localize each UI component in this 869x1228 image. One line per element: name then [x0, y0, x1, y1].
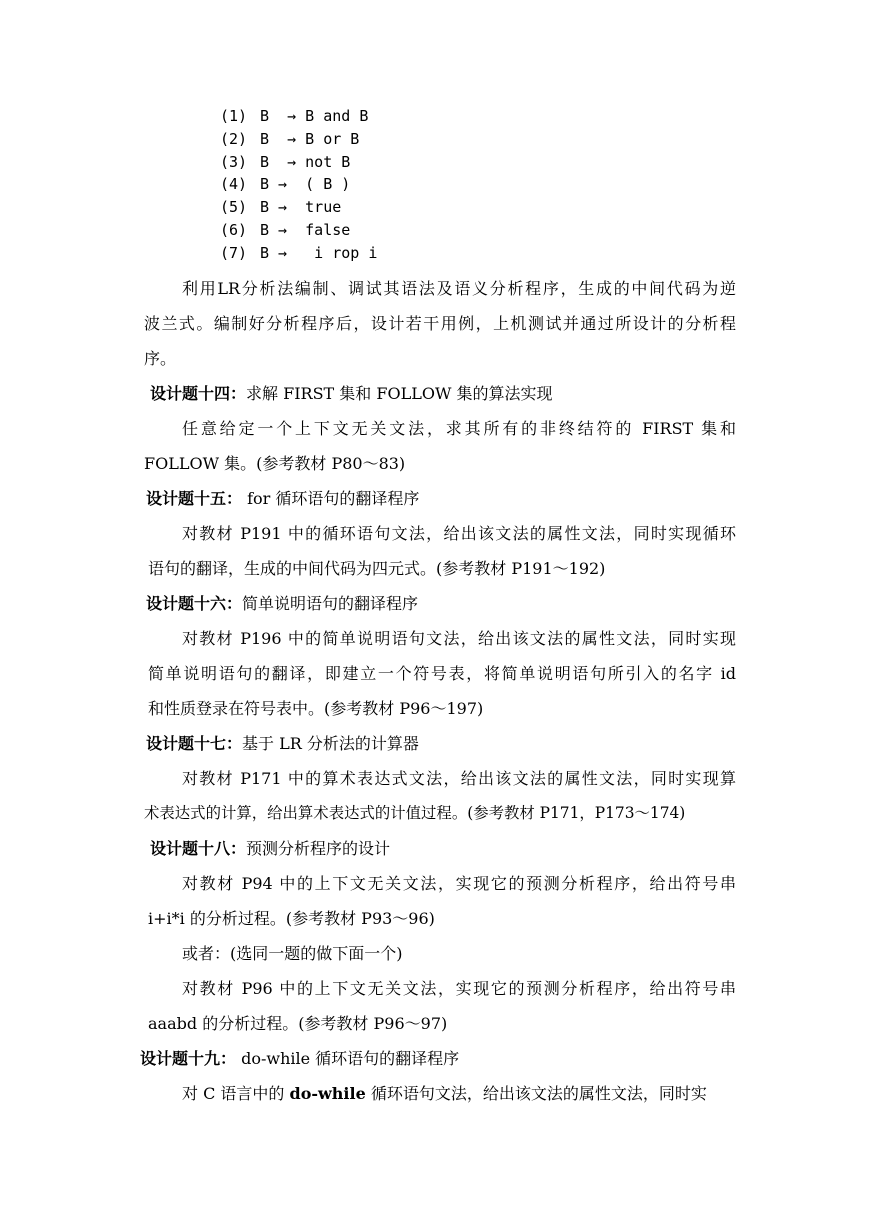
- text-span: 循环语句文法，给出该文法的属性文法，同时实: [365, 1084, 707, 1103]
- rule-number: (6): [220, 221, 248, 239]
- rule-number: (2): [220, 130, 248, 148]
- rule-text: B → B or B: [260, 130, 360, 148]
- rule-text: B → i rop i: [260, 244, 378, 262]
- paragraph-line: 序。: [144, 349, 177, 368]
- paragraph-line: 术表达式的计算，给出算术表达式的计值过程。(参考教材 P171，P173～174): [144, 804, 686, 822]
- paragraph-line: 对教材 P191 中的循环语句文法，给出该文法的属性文法，同时实现循环: [182, 524, 736, 543]
- grammar-rule: [220, 153, 350, 171]
- paragraph-line: 语句的翻译，生成的中间代码为四元式。(参考教材 P191～192): [148, 559, 606, 578]
- paragraph-line: 波兰式。编制好分析程序后，设计若干用例，上机测试并通过所设计的分析程: [144, 314, 736, 333]
- rule-text: B → true: [260, 198, 342, 216]
- topic-heading: [146, 591, 418, 614]
- rule-text: B → B and B: [260, 107, 369, 125]
- topic-label: 设计题十六：: [146, 594, 243, 613]
- topic-title: 预测分析程序的设计: [246, 839, 391, 858]
- text-span: 对 C 语言中的: [182, 1084, 290, 1103]
- grammar-rule: [220, 107, 368, 125]
- topic-label: 设计题十四：: [150, 384, 247, 403]
- paragraph-line: FOLLOW 集。(参考教材 P80～83): [144, 454, 406, 473]
- rule-text: B → not B: [260, 153, 351, 171]
- rule-text: B → ( B ): [260, 175, 351, 193]
- topic-label: 设计题十五：: [146, 489, 243, 508]
- topic-title: do-while 循环语句的翻译程序: [236, 1049, 460, 1068]
- rule-number: (1): [220, 107, 248, 125]
- topic-title: 简单说明语句的翻译程序: [242, 594, 419, 613]
- rule-number: (7): [220, 244, 248, 262]
- rule-number: (5): [220, 198, 248, 216]
- grammar-rule: [220, 244, 377, 262]
- paragraph-line: 或者：(选同一题的做下面一个): [182, 944, 403, 963]
- rule-number: (4): [220, 175, 248, 193]
- paragraph-line: 和性质登录在符号表中。(参考教材 P96～197): [148, 699, 484, 718]
- keyword-span: do-while: [289, 1084, 366, 1103]
- paragraph-line: 对教材 P196 中的简单说明语句文法，给出该文法的属性文法，同时实现: [182, 629, 736, 648]
- paragraph-line: i+i*i 的分析过程。(参考教材 P93～96): [148, 909, 435, 928]
- topic-title: for 循环语句的翻译程序: [242, 489, 420, 508]
- grammar-rule: [220, 130, 359, 148]
- paragraph-line: 简单说明语句的翻译，即建立一个符号表，将简单说明语句所引入的名字 id: [148, 664, 736, 683]
- paragraph-line: 对教材 P171 中的算术表达式文法，给出该文法的属性文法，同时实现算: [182, 769, 736, 788]
- topic-heading: [146, 731, 419, 754]
- topic-title: 求解 FIRST 集和 FOLLOW 集的算法实现: [246, 384, 553, 403]
- grammar-rule: [220, 221, 350, 239]
- paragraph-line: aaabd 的分析过程。(参考教材 P96～97): [148, 1014, 448, 1033]
- rule-number: (3): [220, 153, 248, 171]
- paragraph-line: [182, 1081, 707, 1104]
- grammar-rule: [220, 198, 341, 216]
- topic-heading: [150, 381, 553, 404]
- paragraph-line: 对教材 P94 中的上下文无关文法，实现它的预测分析程序，给出符号串: [182, 874, 736, 893]
- grammar-rule: [220, 175, 350, 193]
- paragraph-line: 对教材 P96 中的上下文无关文法，实现它的预测分析程序，给出符号串: [182, 979, 736, 998]
- topic-label: 设计题十八：: [150, 839, 247, 858]
- topic-heading: [150, 836, 390, 859]
- rule-text: B → false: [260, 221, 351, 239]
- topic-label: 设计题十七：: [146, 734, 243, 753]
- topic-label: 设计题十九：: [140, 1049, 237, 1068]
- topic-heading: [140, 1046, 459, 1069]
- paragraph-line: 利用LR分析法编制、调试其语法及语义分析程序，生成的中间代码为逆: [182, 279, 736, 298]
- topic-title: 基于 LR 分析法的计算器: [242, 734, 419, 753]
- topic-heading: [146, 486, 419, 509]
- paragraph-line: 任意给定一个上下文无关文法，求其所有的非终结符的 FIRST 集和: [182, 419, 736, 438]
